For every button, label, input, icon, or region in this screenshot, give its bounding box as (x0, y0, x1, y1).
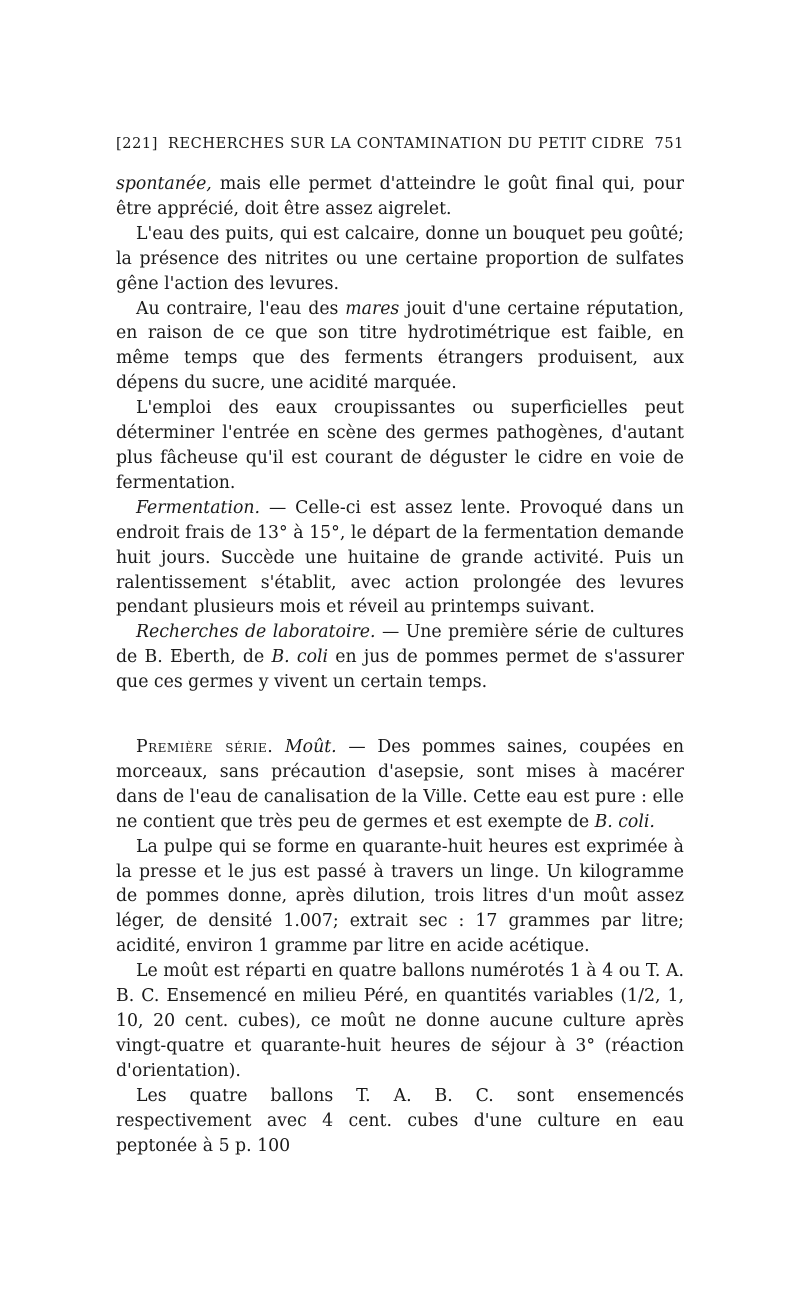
section-heading: Fermentation. (136, 497, 261, 518)
paragraph-laboratory (116, 620, 684, 695)
section-heading: Recherches de laboratoire. (136, 622, 376, 643)
paragraph-seeding (116, 1084, 684, 1159)
paragraph-stagnant-water (116, 396, 684, 496)
paragraph-text-start: Au contraire, l'eau des (136, 298, 346, 319)
italic-word: spontanée, (116, 174, 212, 194)
book-page (116, 134, 684, 1158)
italic-term: B. coli (271, 647, 329, 668)
paragraph-text-end: jouit d'une certaine réputation, en raison de ce que son titre hydrotimétrique est faible, en même temps que des ferments étrangers produisent, aux dépens du sucre, une acidité marquée. (116, 298, 684, 394)
paragraph-text: L'emploi des eaux croupissantes ou superficielles peut déterminer l'entrée en scène des germes pathogènes, d'autant plus fâcheuse qu'il est courant de déguster le cidre en voie de fermentation. (116, 398, 684, 493)
paragraph-text: Les quatre ballons T. A. B. C. sont ensemencés respectivement avec 4 cent. cubes d'une culture en eau peptonée à 5 p. 100 (116, 1085, 684, 1156)
paragraph-text: L'eau des puits, qui est calcaire, donne un bouquet peu goûté; la présence des nitrites ou une certaine proportion de sulfates gêne l'action des levures. (116, 223, 684, 294)
paragraph-flasks (116, 959, 684, 1084)
paragraph-pulp (116, 835, 684, 960)
page-reference: [221] (116, 136, 158, 152)
paragraph-continuation (116, 172, 684, 222)
paragraph-first-series (116, 735, 684, 835)
section-gap (116, 695, 684, 735)
italic-term: B. coli. (594, 811, 655, 832)
paragraph-text-start: — Une première série de cultures de B. Eberth, de (116, 622, 684, 668)
paragraph-text: — Celle-ci est assez lente. Provoqué dans un endroit frais de 13° à 15°, le départ de la fermentation demande huit jours. Succède une huitaine de grande activité. Puis un ralentissement s'établit, avec action prolongée des levures pendant plusieurs mois et réveil au printemps suivant. (116, 497, 684, 618)
paragraph-well-water (116, 222, 684, 297)
paragraph-text: — Des pommes saines, coupées en morceaux, sans précaution d'asepsie, sont mises à macérer dans de l'eau de canalisation de la Ville. Cette eau est pure : elle ne contient que très peu de germes et est exempte de (116, 737, 684, 832)
paragraph-text-end: en jus de pommes permet de s'assurer que ces germes y vivent un certain temps. (116, 647, 684, 693)
paragraph-text: La pulpe qui se forme en quarante-huit heures est exprimée à la presse et le jus est passé à travers un linge. Un kilogramme de pommes donne, après dilution, trois litres d'un moût assez léger, de densité 1.007; extrait sec : 17 grammes par litre; acidité, environ 1 gramme par litre en acide acétique. (116, 836, 684, 957)
running-head (116, 134, 684, 154)
running-title: RECHERCHES SUR LA CONTAMINATION DU PETIT CIDRE (167, 136, 645, 152)
paragraph-fermentation (116, 496, 684, 621)
italic-word: mares (345, 298, 400, 319)
paragraph-text: Le moût est réparti en quatre ballons numérotés 1 à 4 ou T. A. B. C. Ensemencé en milieu Péré, en quantités variables (1/2, 1, 10, 20 cent. cubes), ce moût ne donne aucune culture après vingt-quatre et quarante-huit heures de séjour à 3° (réaction d'orientation). (116, 961, 684, 1081)
series-label: Première série. (136, 737, 274, 758)
paragraph-pond-water (116, 297, 684, 397)
section-heading: Moût. (284, 737, 337, 758)
paragraph-text: mais elle permet d'atteindre le goût final qui, pour être apprécié, doit être assez aigrelet. (116, 174, 684, 219)
page-number: 751 (654, 136, 684, 152)
